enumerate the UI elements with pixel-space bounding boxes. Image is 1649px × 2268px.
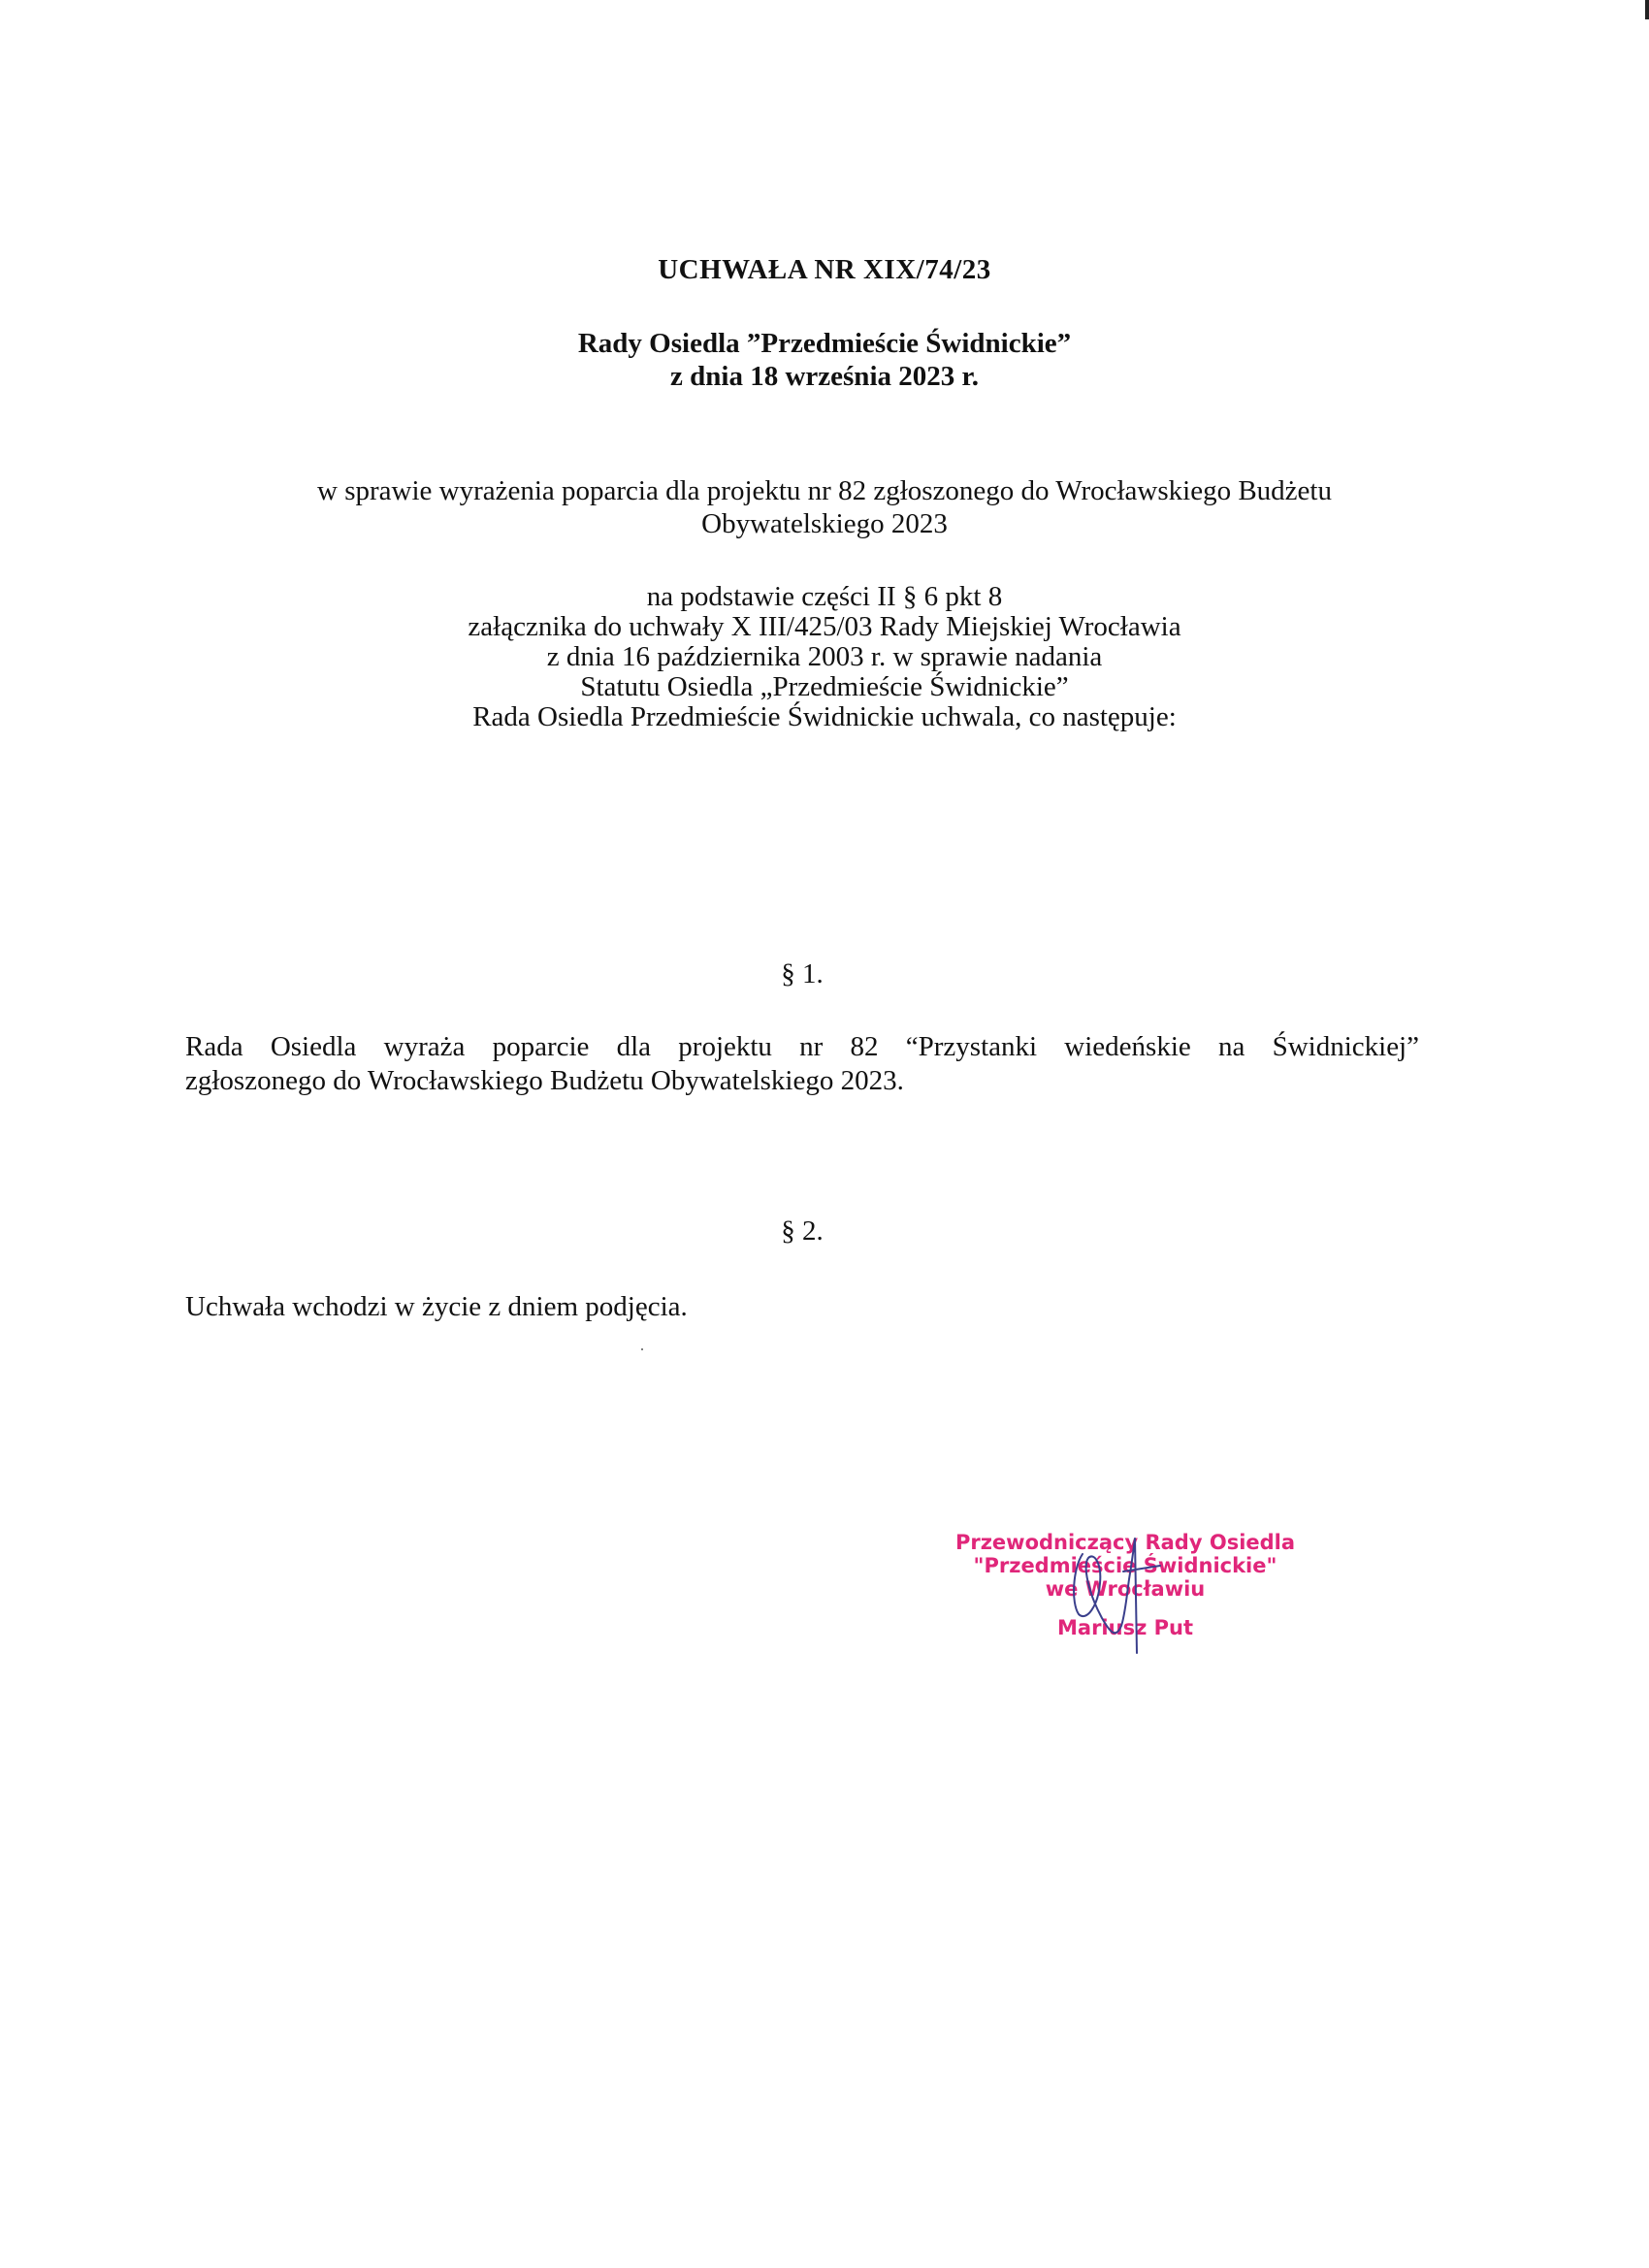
scan-edge-mark (1645, 0, 1649, 19)
basis-line-5: Rada Osiedla Przedmieście Świdnickie uchwala, co następuje: (472, 701, 1177, 732)
basis-line-1: na podstawie części II § 6 pkt 8 (646, 581, 1003, 612)
stamp-line-2: "Przedmieście Świdnickie" (973, 1554, 1277, 1577)
paragraph-1-line-2: zgłoszonego do Wrocławskiego Budżetu Obywatelskiego 2023. (185, 1065, 904, 1096)
subject-line-1: w sprawie wyrażenia poparcia dla projektu nr 82 zgłoszonego do Wrocławskiego Budżetu (317, 475, 1332, 506)
basis-line-4: Statutu Osiedla „Przedmieście Świdnickie” (580, 671, 1069, 702)
subject-line-2: Obywatelskiego 2023 (701, 508, 948, 539)
council-line: Rady Osiedla ”Przedmieście Świdnickie” (577, 328, 1072, 359)
paragraph-2-text: Uchwała wchodzi w życie z dniem podjęcia. (185, 1291, 688, 1322)
resolution-title: UCHWAŁA NR XIX/74/23 (658, 254, 991, 285)
basis-line-2: załącznika do uchwały X III/425/03 Rady Miejskiej Wrocławia (468, 611, 1181, 642)
date-line: z dnia 18 września 2023 r. (670, 361, 979, 392)
paragraph-1-text (185, 1030, 1419, 1098)
scan-speck (641, 1348, 643, 1350)
council-heading (0, 327, 1649, 393)
legal-basis-block (0, 582, 1649, 732)
stamp-line-1: Przewodniczący Rady Osiedla (954, 1531, 1296, 1554)
handwritten-signature (1055, 1525, 1172, 1661)
paragraph-1-heading: § 1. (781, 958, 824, 989)
paragraph-2-heading: § 2. (781, 1215, 824, 1247)
paragraph-1-line-1: Rada Osiedla wyraża poparcie dla projektu nr 82 “Przystanki wiedeńskie na Świdnickiej” (185, 1031, 1419, 1062)
subject-block (0, 474, 1649, 540)
stamp-name: Mariusz Put (1057, 1616, 1193, 1639)
stamp-line-3: we Wrocławiu (1045, 1577, 1206, 1601)
basis-line-3: z dnia 16 października 2003 r. w sprawie nadania (546, 641, 1103, 672)
